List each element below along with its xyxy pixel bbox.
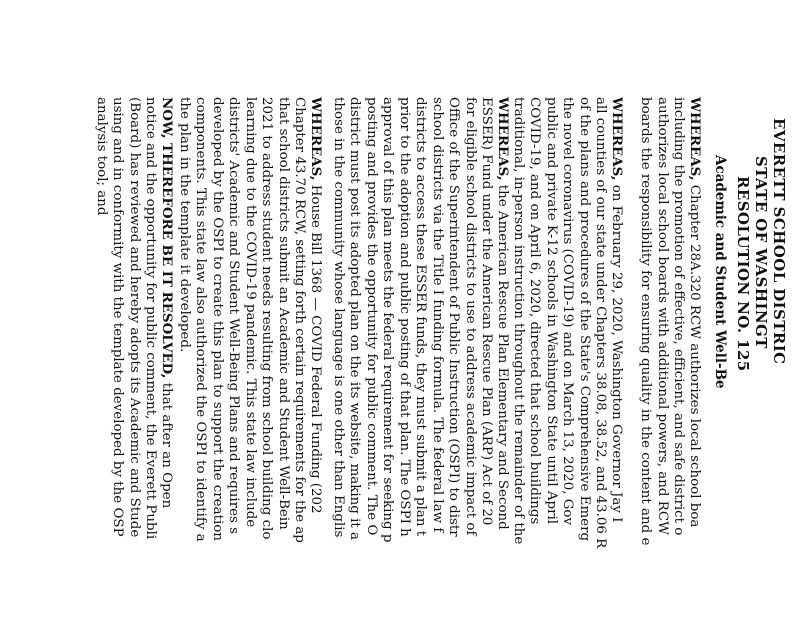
paragraph-line: Office of the Superintendent of Public Instruction (OSPI) to distr bbox=[446, 97, 462, 537]
paragraph bbox=[93, 97, 176, 618]
paragraph-keyword: WHEREAS, bbox=[609, 97, 625, 181]
paragraph-line: notice and the opportunity for public comment, the Everett Publi bbox=[143, 97, 159, 540]
paragraph-line: approval of this plan meets the federal requirement for seeking p bbox=[380, 97, 396, 543]
paragraph-line: developed by the OSPI to create this plan to support the creation bbox=[210, 97, 225, 541]
paragraph-line: analysis tool; and bbox=[94, 97, 109, 216]
paragraph-line bbox=[687, 97, 704, 618]
paragraph-text: on February 29, 2020, Washington Governor Jay I bbox=[609, 180, 624, 523]
paragraph-line: district must post its adopted plan on the its website, making it a bbox=[347, 97, 363, 541]
paragraph-text: that after an Open bbox=[159, 378, 174, 509]
paragraph-line: the plan in the template it developed. bbox=[177, 97, 192, 353]
paragraph-text: the American Rescue Plan Elementary and Second bbox=[495, 180, 510, 530]
paragraph-line: the novel coronavirus (COVID-19) and on March 13, 2020, Gov bbox=[560, 97, 576, 526]
resolution-number-heading: RESOLUTION NO. 125 bbox=[734, 176, 752, 372]
district-name-heading: EVERETT SCHOOL DISTRIC bbox=[770, 118, 788, 365]
paragraph-line: including the promotion of effective, efficient, and safe district o bbox=[671, 97, 687, 536]
paragraph-keyword: WHEREAS, bbox=[495, 97, 511, 181]
paragraph-keyword: NOW, THEREFORE BE IT RESOLVED, bbox=[159, 97, 175, 379]
paragraph-line: COVID-19, and on April 6, 2020, directed that school buildings bbox=[527, 97, 543, 525]
paragraph-line: authorizes local school boards with additional powers, and RCW bbox=[655, 97, 670, 535]
paragraph-line: Chapter 43.70 RCW, setting forth certain requirements for the ap bbox=[292, 97, 308, 543]
paragraph-line bbox=[609, 97, 626, 618]
paragraph-line bbox=[308, 97, 325, 618]
paragraph-line: prior to the adoption and public posting of that plan. The OSPI h bbox=[397, 97, 412, 537]
paragraph bbox=[176, 97, 325, 618]
paragraph bbox=[510, 97, 626, 618]
paragraph-line bbox=[495, 97, 512, 618]
paragraph bbox=[330, 97, 512, 618]
paragraph-text: Chapter 28A.320 RCW authorizes local school boa bbox=[687, 180, 702, 528]
paragraph-line: those in the community whose language is one other than Englis bbox=[331, 97, 346, 538]
paragraph-line: (Board) has reviewed and hereby adopts its Academic and Stude bbox=[127, 97, 142, 538]
paragraph-line: districts to access these ESSER funds, they must submit a plan t bbox=[413, 97, 429, 537]
paragraph-line: for eligible school districts to use to address academic impact of bbox=[463, 97, 478, 536]
paragraph-line: using and in conformity with the template developed by the OSP bbox=[110, 97, 126, 537]
paragraph-line: posting and provides the opportunity for public comment. The O bbox=[364, 97, 379, 536]
paragraph-line: 2021 to address student needs resulting from school building clo bbox=[259, 97, 275, 540]
paragraph-keyword: WHEREAS, bbox=[308, 97, 324, 181]
paragraph-line: school districts via the Title I funding formula. The federal law f bbox=[430, 97, 445, 533]
paragraph-keyword: WHEREAS, bbox=[687, 97, 703, 181]
paragraph-line: learning due to the COVID-19 pandemic. This state law include bbox=[243, 97, 258, 528]
state-heading: STATE OF WASHINGT bbox=[752, 156, 770, 349]
paragraph bbox=[637, 97, 703, 618]
paragraph-line bbox=[159, 97, 176, 618]
paragraph-line: components. This state law also authorized the OSPI to identify a bbox=[193, 97, 209, 542]
paragraph-line: that school districts submit an Academic and Student Well-Bein bbox=[276, 97, 291, 530]
paragraph-text: House Bill 1368 — COVID Federal Funding (202 bbox=[308, 180, 323, 514]
paragraph-line: districts' Academic and Student Well-Being Plans and requires s bbox=[226, 97, 242, 535]
resolution-title-heading: Academic and Student Well-Be bbox=[712, 155, 728, 389]
paragraph-line: boards the responsibility for ensuring quality in the content and e bbox=[638, 97, 654, 546]
paragraph-line: traditional, in-person instruction throughout the remainder of the bbox=[511, 97, 526, 545]
paragraph-line: ESSER) Fund under the American Rescue Plan (ARP) Act of 20 bbox=[479, 97, 495, 526]
paragraph-line: of the plans and procedures of the State's Comprehensive Emerg bbox=[577, 97, 592, 542]
paragraph-line: all counties of our state under Chapters 38.08, 38.52, and 43.06 R bbox=[593, 97, 609, 549]
paragraph-line: public and private K-12 schools in Washington State until April bbox=[544, 97, 559, 525]
